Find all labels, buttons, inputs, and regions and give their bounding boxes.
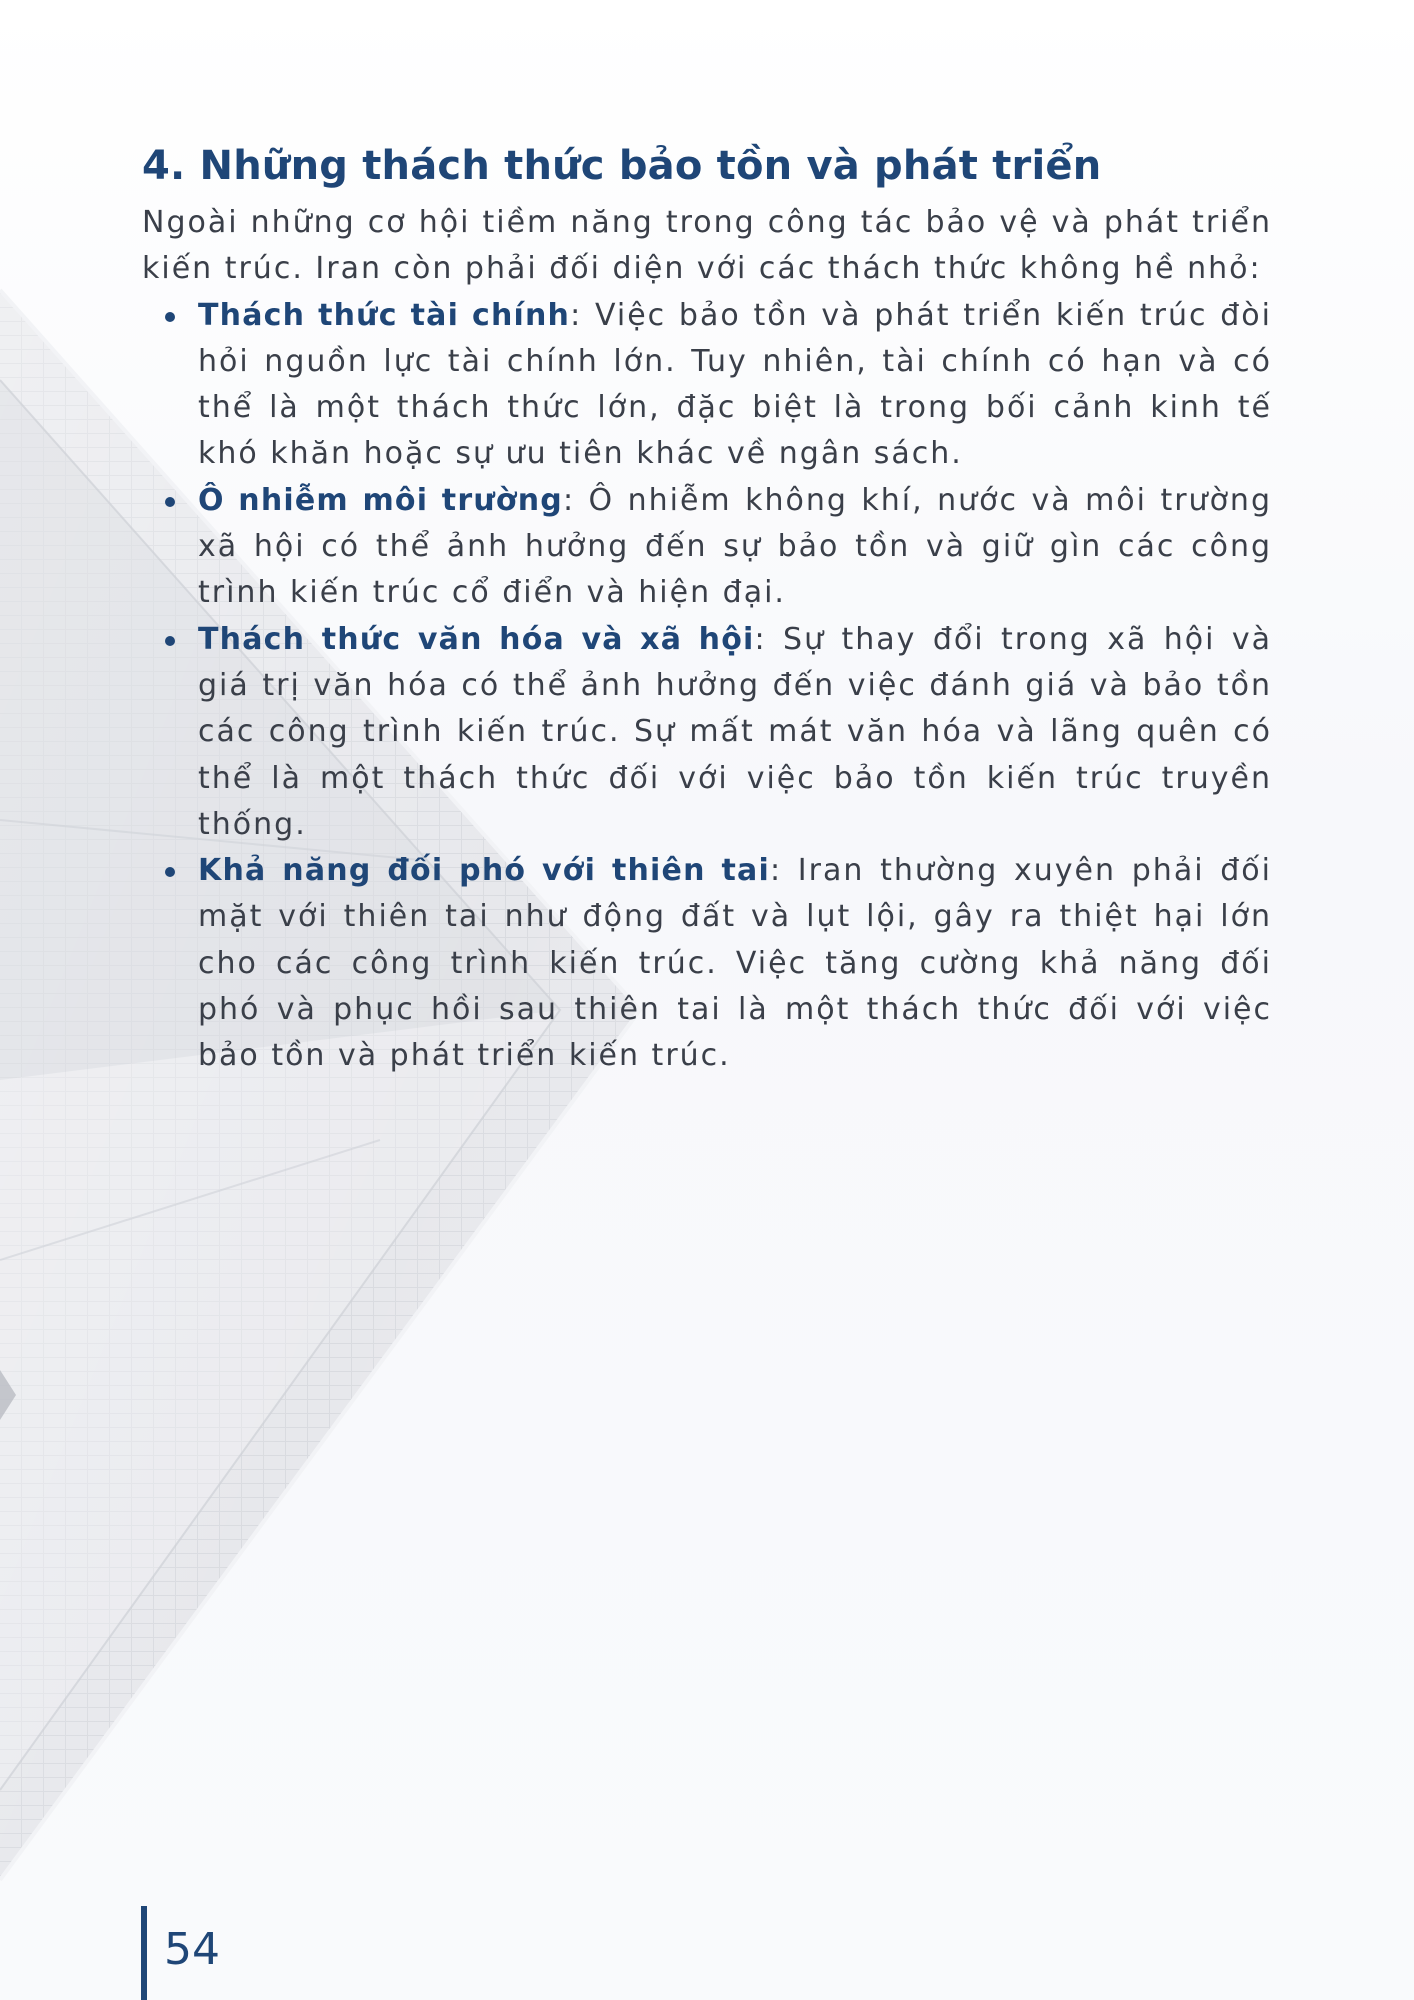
bullet-text: : Ô nhiễm không khí, nước và môi trường xã hội có thể ảnh hưởng đến sự bảo tồn và giữ gìn các công trình kiến trúc cổ điển và hiện đại. <box>198 482 1272 611</box>
bullet-term: Khả năng đối phó với thiên tai <box>198 853 770 889</box>
bullet-text: : Sự thay đổi trong xã hội và giá trị văn hóa có thể ảnh hưởng đến việc đánh giá và bảo tồn các công trình kiến trúc. Sự mất mát văn hóa và lãng quên có thể là một thách thức đối với việc bảo tồn kiến trúc truyền thống. <box>198 621 1273 842</box>
intro-paragraph: Ngoài những cơ hội tiềm năng trong công tác bảo vệ và phát triển kiến trúc. Iran còn phải đối diện với các thách thức không hề nhỏ: <box>142 205 1272 287</box>
section-heading: 4. Những thách thức bảo tồn và phát triển <box>142 143 1102 189</box>
bullet-dot-icon <box>165 636 175 646</box>
bullet-dot-icon <box>165 312 175 322</box>
bullet-term: Thách thức văn hóa và xã hội <box>198 621 755 657</box>
list-item-cultural-social-challenge <box>198 617 1272 848</box>
bullet-term: Ô nhiễm môi trường <box>198 482 563 518</box>
bullet-term: Thách thức tài chính <box>198 297 571 333</box>
page-number-accent-bar <box>141 1906 147 2000</box>
challenge-list <box>142 293 1272 1080</box>
list-item-environmental-pollution <box>198 478 1272 617</box>
list-item-financial-challenge <box>198 293 1272 478</box>
list-item-disaster-response <box>198 848 1272 1079</box>
bullet-text: : Việc bảo tồn và phát triển kiến trúc đòi hỏi nguồn lực tài chính lớn. Tuy nhiên, tài chính có hạn và có thể là một thách thức lớn, đặc biệt là trong bối cảnh kinh tế khó khăn hoặc sự ưu tiên khác về ngân sách. <box>198 297 1272 472</box>
bullet-text: : Iran thường xuyên phải đối mặt với thiên tai như động đất và lụt lội, gây ra thiệt hại lớn cho các công trình kiến trúc. Việc tăng cường khả năng đối phó và phục hồi sau thiên tai là một thách thức đối với việc bảo tồn và phát triển kiến trúc. <box>198 853 1273 1074</box>
bullet-dot-icon <box>165 497 175 507</box>
bullet-dot-icon <box>165 867 175 877</box>
page-number: 54 <box>164 1924 220 1975</box>
article-body <box>142 138 1272 1080</box>
